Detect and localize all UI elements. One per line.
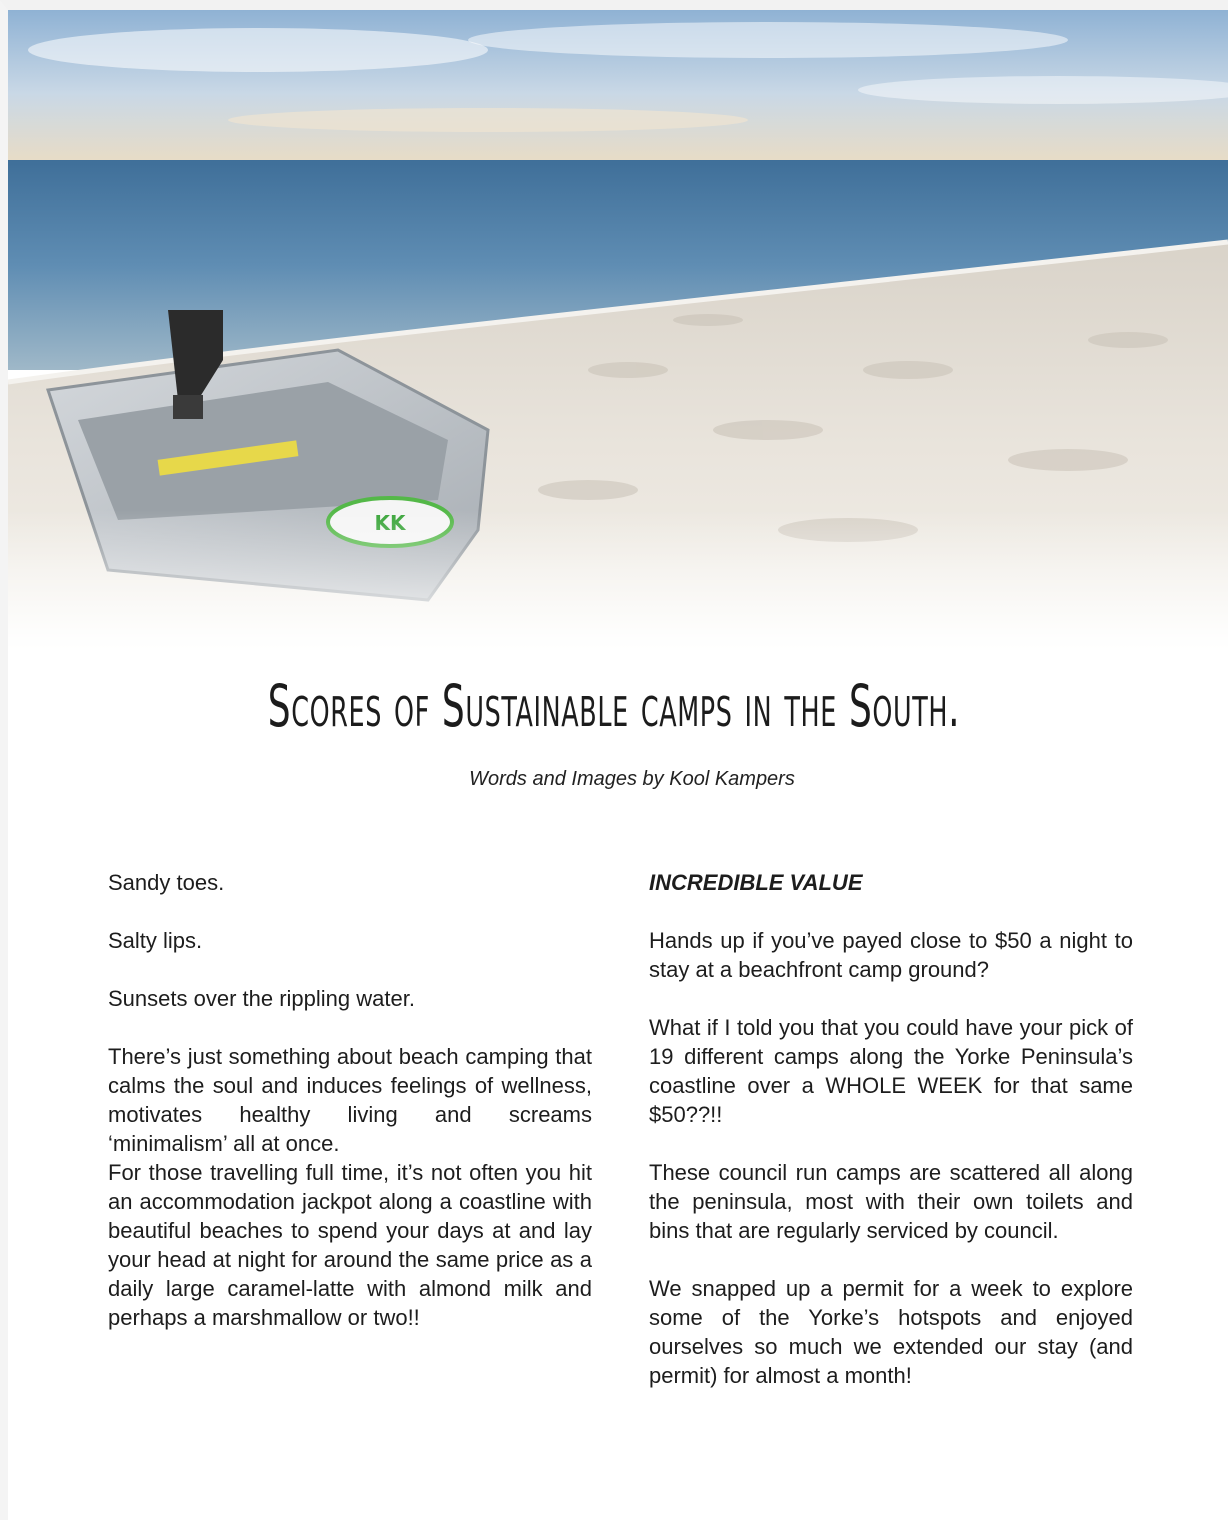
byline: Words and Images by Kool Kampers: [469, 768, 795, 790]
section-heading: INCREDIBLE VALUE: [649, 870, 863, 895]
beach-boat-photo-icon: [8, 10, 1228, 650]
left-paragraph-2: Salty lips.: [108, 928, 203, 953]
left-paragraph-1: Sandy toes.: [108, 870, 225, 895]
hero-photo: [8, 10, 1228, 650]
left-paragraph-3: Sunsets over the rippling water.: [108, 986, 415, 1011]
left-column: [108, 868, 592, 1361]
right-paragraph-3: These council run camps are scattered all along the peninsula, most with their own toilets and bins that are regularly serviced by council.: [649, 1160, 1133, 1243]
left-paragraph-5: For those travelling full time, it’s not often you hit an accommodation jackpot along a coastline with beautiful beaches to spend your days at and lay your head at night for around the same price as a daily large caramel-latte with almond milk and perhaps a marshmallow or two!!: [108, 1160, 592, 1330]
article-title: Scores of Sustainable camps in the South.: [267, 672, 961, 740]
left-paragraph-4: There’s just something about beach camping that calms the soul and induces feelings of wellness, motivates healthy living and screams ‘minimalism’ all at once.: [108, 1044, 592, 1156]
right-paragraph-4: We snapped up a permit for a week to explore some of the Yorke’s hotspots and enjoyed ourselves so much we extended our stay (and permit) for almost a month!: [649, 1276, 1133, 1388]
right-column: [649, 868, 1133, 1419]
right-paragraph-1: Hands up if you’ve payed close to $50 a night to stay at a beachfront camp ground?: [649, 928, 1133, 982]
right-paragraph-2: What if I told you that you could have your pick of 19 different camps along the Yorke Peninsula’s coastline over a WHOLE WEEK for that same $50??!!: [649, 1015, 1133, 1127]
